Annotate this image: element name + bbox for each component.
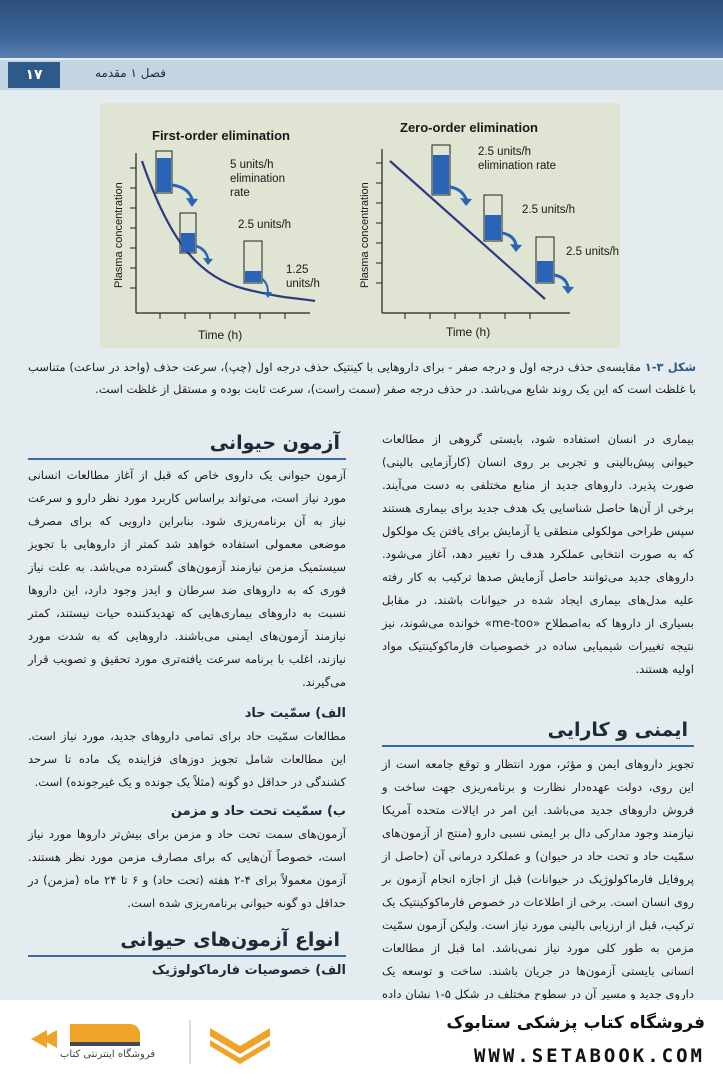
right-y-label: Plasma concentration — [359, 182, 371, 288]
left-beaker-1 — [156, 151, 198, 207]
left-column — [28, 428, 346, 982]
section-heading-animal-testing: آزمون حیوانی — [28, 428, 346, 460]
left-beaker-2 — [180, 213, 213, 265]
subheading-pharmacologic-properties: الف) خصوصیات فارماکولوژیک — [151, 963, 346, 978]
subheading-chronic-toxicity: ب) سمّیت تحت حاد و مزمن — [170, 804, 346, 819]
right-beaker-2 — [484, 195, 522, 252]
intro-paragraph: بیماری در انسان استفاده شود، بایستی گروهی از مطالعات حیوانی پیش‌بالینی و تجربی بر روی انسان (کارآزمایی بالینی) صورت پذیرد. داروهای جدید از منابع مختلفی به دست می‌آیند. برخی از آن‌ها حاصل شناسایی یک هدف جدید برای بیماری هستند سپس طراحی مولکولی منطقی یا آزمایش برای یافتن یک مولکول که به صورت انتخابی عملکرد هدف را تغییر دهد، آغاز می‌شود. داروهای جدید می‌توانند حاصل آزمایش صدها ترکیب به کار رفته علیه مدل‌های بیماری ایجاد شده در حیوانات باشند. در مقابل بسیاری از داروها که به‌اصطلاح «me-too» خوانده می‌شوند، نیز نتیجه تغییرات شیمیایی ساده در خصوصیات فارماکوکینتیک مواد اولیه هستند. — [382, 432, 694, 676]
safety-paragraph: تجویز داروهای ایمن و مؤثر، مورد انتظار و توقع جامعه است از این روی، دولت عهده‌دار نظارت و برنامه‌ریزی جهت ساخت و فروش داروهای جدید می‌باشد. این امر در ایالات متحده آمریکا نیازمند وجود مدارکی دال بر ایمنی نسبی دارو (منتج از آزمون‌های سمّیت حاد و تحت حاد در حیوان) و عملکرد درمانی آن (حاصل از پروفایل فارماکولوژیک در حیوانات) قبل از اجازه انجام آزمون بر روی انسان است. برخی از اطلاعات در خصوص فارماکوکینتیک یک ترکیب، قبل از ارزیابی بالینی مورد نیاز است. ولیکن آزمون سمّیت مزمن به طور کلی مورد نیاز نمی‌باشد. اما قبل از مطالعات انسانی بایستی آزمون‌ها در جریان باشند. ساخت و توسعه یک داروی جدید و مسیر آن در سطوح مختلف در شکل ۵-۱ نشان داده — [382, 757, 694, 1000]
left-label-3: 1.25 — [286, 264, 309, 276]
left-y-ticks — [130, 168, 136, 288]
store-logo — [15, 1008, 285, 1072]
left-label-3b: units/h — [286, 278, 320, 290]
left-panel-title: First-order elimination — [152, 128, 290, 143]
page-top-band — [0, 0, 723, 58]
left-x-label: Time (h) — [198, 328, 243, 342]
setabook-logo-icon — [15, 1008, 285, 1072]
right-label-2: 2.5 units/h — [522, 204, 576, 216]
right-x-ticks — [405, 313, 530, 319]
left-label-1c: rate — [230, 187, 250, 199]
acute-toxicity-paragraph: مطالعات سمّیت حاد برای تمامی داروهای جدید، مورد نیاز است. این مطالعات شامل تجویز دوزهای فزاینده یک ماده تا سرحد کشندگی در حداقل دو گونه (مثلاً یک جونده و یک غیرجونده) است. — [28, 729, 346, 789]
chronic-toxicity-paragraph: آزمون‌های سمت تحت حاد و مزمن برای بیش‌تر داروها مورد نیاز است، خصوصاً آن‌هایی که برای مصارف مزمن مورد نظر هستند. آزمون معمولاً برای ۴-۲ هفته (تحت حاد) و ۶ تا ۲۴ ماه (مزمن) در حداقل دو گونه حیوانی برنامه‌ریزی شده است. — [28, 827, 346, 910]
subheading-acute-toxicity: الف) سمّیت حاد — [244, 706, 346, 721]
zero-order-line — [390, 161, 545, 299]
right-x-label: Time (h) — [446, 325, 491, 339]
caption-text: مقایسه‌ی حذف درجه اول و درجه صفر - برای داروهایی با کینتیک حذف درجه اول (چپ)، سرعت حذف (واحد در ساعت) متناسب با غلظت است که این یک روند شایع می‌باشد. در حذف درجه صفر (سمت راست)، سرعت ثابت بوده و مستقل از غلظت است. — [28, 360, 696, 396]
right-y-ticks — [376, 163, 382, 283]
page-number: ۱۷ — [8, 62, 60, 88]
figure-3-1 — [100, 103, 620, 348]
chapter-label: فصل ۱ مقدمه — [95, 66, 166, 80]
store-title: فروشگاه کتاب پزشکی ستابوک — [446, 1013, 705, 1033]
left-y-label: Plasma concentration — [113, 182, 125, 288]
store-url[interactable]: WWW.SETABOOK.COM — [473, 1045, 705, 1067]
caption-label: شکل ۳-۱ — [644, 360, 697, 374]
right-label-1b: elimination rate — [478, 160, 556, 172]
section-heading-animal-test-types: انواع آزمون‌های حیوانی — [28, 925, 346, 957]
section-heading-safety: ایمنی و کارایی — [382, 715, 694, 747]
figure-caption — [28, 356, 696, 400]
logo-subtitle: فروشگاه اینترنتی کتاب — [60, 1049, 156, 1060]
right-panel-title: Zero-order elimination — [400, 120, 538, 135]
right-label-3: 2.5 units/h — [566, 246, 620, 258]
left-x-ticks — [160, 313, 285, 319]
left-label-1: 5 units/h — [230, 159, 274, 171]
right-beaker-1 — [432, 145, 472, 206]
right-column — [382, 428, 694, 1000]
left-label-2: 2.5 units/h — [238, 219, 292, 231]
elimination-figure — [100, 103, 620, 348]
right-label-1: 2.5 units/h — [478, 146, 532, 158]
animal-testing-paragraph: آزمون حیوانی یک داروی خاص که قبل از آغاز مطالعات انسانی مورد نیاز است، می‌تواند براساس کاربرد مورد نظر دارو و سرعت نیاز به آن برنامه‌ریزی شود. بنابراین دارویی که برای مصرف موضعی معمولی استفاده خواهد شد کمتر از داروهایی با تجویز سیستمیک مزمن نیازمند آزمون‌های گسترده می‌باشد. به علت نیاز فوری که به داروهای ضد سرطان و ایدز وجود دارد، این داروها نسبت به داروهای بیماری‌هایی که تهدیدکننده حیات نیستند، کمتر نیازمند آزمون‌های ایمنی می‌باشند. داروهایی که به شدت مورد نیازند، اغلب با برنامه سرعت یافته‌تری مورد تحقیق و تصویب قرار می‌گیرند. — [28, 468, 346, 689]
left-label-1b: elimination — [230, 173, 285, 185]
